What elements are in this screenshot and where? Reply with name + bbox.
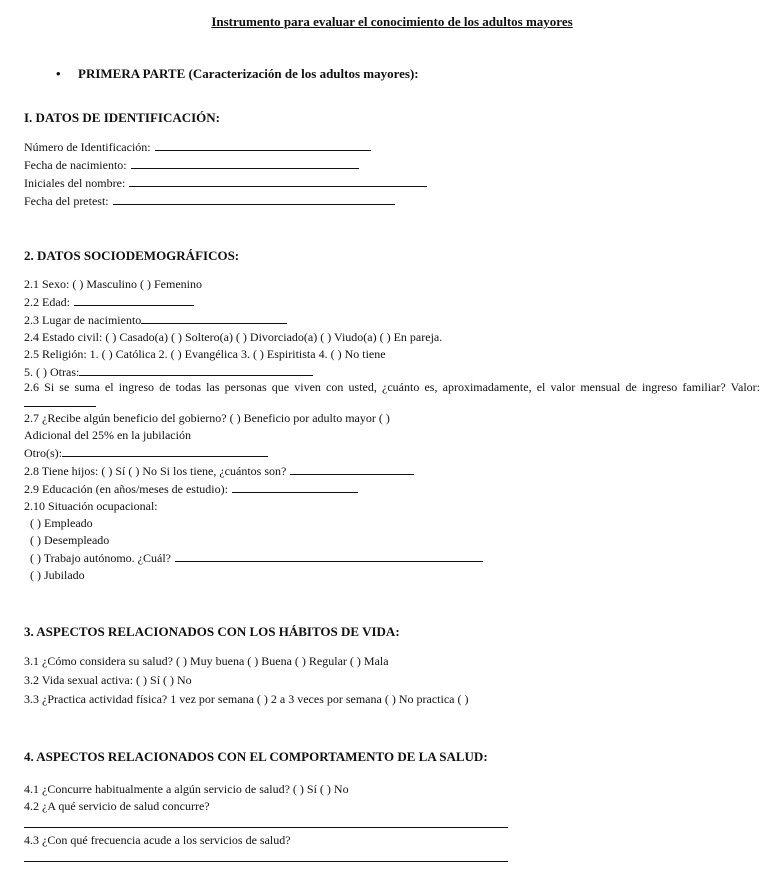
document-page	[24, 14, 760, 862]
q-health-service-use: 4.1 ¿Concurre habitualmente a algún servicio de salud? ( ) Sí ( ) No	[24, 782, 349, 796]
q-children: 2.8 Tiene hijos: ( ) Sí ( ) No Si los tiene, ¿cuántos son?	[24, 462, 760, 480]
blank-line[interactable]	[232, 480, 358, 493]
blank-line[interactable]	[62, 444, 268, 457]
blank-line[interactable]	[129, 174, 427, 187]
blank-line[interactable]	[290, 462, 414, 475]
document-title: Instrumento para evaluar el conocimiento de los adultos mayores	[211, 14, 573, 29]
opt-self-employed: ( ) Trabajo autónomo. ¿Cuál?	[24, 549, 760, 567]
blank-line[interactable]	[79, 363, 313, 376]
opt-retired: ( ) Jubilado	[30, 568, 85, 582]
blank-line[interactable]	[74, 293, 194, 306]
q-health-service-which: 4.2 ¿A qué servicio de salud concurre?	[24, 799, 210, 813]
blank-line[interactable]	[131, 156, 359, 169]
part-title: PRIMERA PARTE (Caracterización de los adultos mayores):	[78, 66, 419, 81]
blank-line[interactable]	[24, 394, 96, 407]
q-sex: 2.1 Sexo: ( ) Masculino ( ) Femenino	[24, 277, 202, 291]
q-health-perception: 3.1 ¿Cómo considera su salud? ( ) Muy buena ( ) Buena ( ) Regular ( ) Mala	[24, 654, 389, 668]
field-id-number: Número de Identificación:	[24, 138, 760, 156]
q-age: 2.2 Edad:	[24, 293, 760, 311]
q-benefit-additional: Adicional del 25% en la jubilación	[24, 428, 191, 442]
opt-unemployed: ( ) Desempleado	[30, 533, 110, 547]
section-identification	[24, 138, 760, 210]
section-health-behavior-heading: 4. ASPECTOS RELACIONADOS CON EL COMPORTAMENTO DE LA SALUD:	[24, 749, 488, 764]
q-income: 2.6 Si se suma el ingreso de todas las personas que viven con usted, ¿cuánto es, aproximadamente, el valor mensual de ingreso familiar? Valor:	[24, 381, 760, 410]
q-religion: 2.5 Religión: 1. ( ) Católica 2. ( ) Evangélica 3. ( ) Espiritista 4. ( ) No tiene	[24, 347, 386, 361]
q-civil-status: 2.4 Estado civil: ( ) Casado(a) ( ) Soltero(a) ( ) Divorciado(a) ( ) Viudo(a) ( ) En pareja.	[24, 330, 443, 344]
section-identification-heading: I. DATOS DE IDENTIFICACIÓN:	[24, 110, 220, 125]
blank-line[interactable]	[155, 138, 371, 151]
q-benefit-other: Otro(s):	[24, 444, 760, 462]
section-sociodemographic	[24, 276, 760, 584]
q-health-service-frequency: 4.3 ¿Con qué frecuencia acude a los servicios de salud?	[24, 833, 291, 847]
blank-line[interactable]	[113, 192, 395, 205]
q-physical-activity: 3.3 ¿Practica actividad física? 1 vez por semana ( ) 2 a 3 veces por semana ( ) No practica ( )	[24, 692, 469, 706]
blank-line[interactable]	[175, 549, 483, 562]
q-religion-other: 5. ( ) Otras:	[24, 363, 760, 381]
q-benefit: 2.7 ¿Recibe algún beneficio del gobierno? ( ) Beneficio por adulto mayor ( )	[24, 411, 390, 425]
section-sociodemographic-heading: 2. DATOS SOCIODEMOGRÁFICOS:	[24, 248, 240, 263]
q-birthplace: 2.3 Lugar de nacimiento	[24, 311, 760, 329]
section-life-habits-heading: 3. ASPECTOS RELACIONADOS CON LOS HÁBITOS DE VIDA:	[24, 624, 400, 639]
section-life-habits	[24, 652, 760, 709]
bullet: •	[56, 66, 61, 81]
q-occupation: 2.10 Situación ocupacional:	[24, 499, 158, 513]
field-initials: Iniciales del nombre:	[24, 174, 760, 192]
blank-line[interactable]	[141, 311, 287, 324]
field-pretest-date: Fecha del pretest:	[24, 192, 760, 210]
part-heading	[24, 66, 760, 84]
section-health-behavior	[24, 781, 760, 862]
opt-employed: ( ) Empleado	[30, 516, 93, 530]
q-education: 2.9 Educación (en años/meses de estudio):	[24, 480, 760, 498]
q-sexual-activity: 3.2 Vida sexual activa: ( ) Sí ( ) No	[24, 673, 192, 687]
answer-line[interactable]	[24, 827, 508, 828]
answer-line[interactable]	[24, 861, 508, 862]
field-birth-date: Fecha de nacimiento:	[24, 156, 760, 174]
